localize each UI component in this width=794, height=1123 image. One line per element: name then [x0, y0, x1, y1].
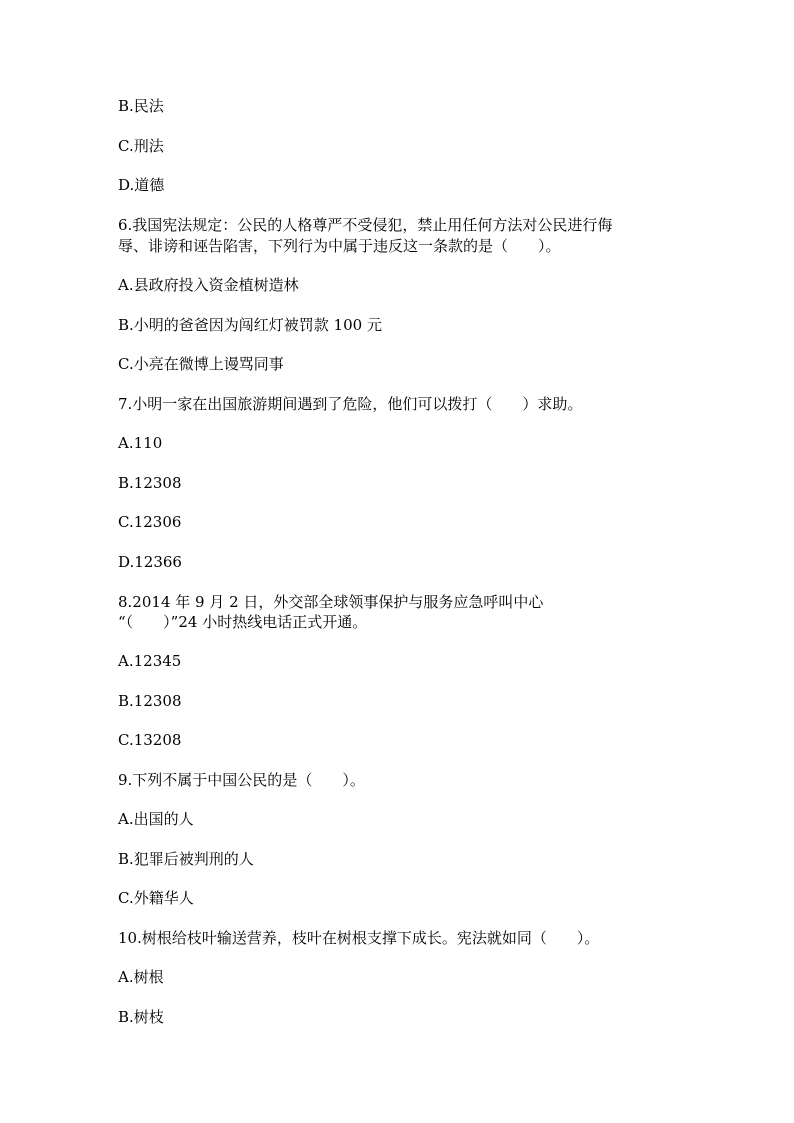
- question-10-option-a: A.树根: [118, 968, 164, 986]
- question-7-option-c: C.12306: [118, 513, 182, 531]
- question-7-option-d: D.12366: [118, 553, 182, 571]
- question-8-line-2: “（ ）”24 小时热线电话正式开通。: [118, 613, 368, 631]
- question-8-option-b: B.12308: [118, 692, 182, 710]
- question-10: 10.树根给枝叶输送营养，枝叶在树根支撑下成长。宪法就如同（ ）。: [118, 929, 600, 947]
- question-6-option-a: A.县政府投入资金植树造林: [118, 276, 299, 294]
- question-9: 9.下列不属于中国公民的是（ ）。: [118, 771, 365, 789]
- question-6-option-c: C.小亮在微博上谩骂同事: [118, 355, 284, 373]
- question-10-option-b: B.树枝: [118, 1008, 164, 1026]
- question-8-option-c: C.13208: [118, 731, 182, 749]
- question-7: 7.小明一家在出国旅游期间遇到了危险，他们可以拨打（ ）求助。: [118, 395, 583, 413]
- option-b-line: B.民法: [118, 97, 164, 115]
- question-8-option-a: A.12345: [118, 652, 182, 670]
- option-c-line: C.刑法: [118, 137, 164, 155]
- option-d-line: D.道德: [118, 176, 165, 194]
- question-6-line-1: 6.我国宪法规定：公民的人格尊严不受侵犯，禁止用任何方法对公民进行侮: [118, 216, 613, 234]
- question-9-option-c: C.外籍华人: [118, 889, 194, 907]
- question-6-option-b: B.小明的爸爸因为闯红灯被罚款 100 元: [118, 316, 382, 334]
- question-9-option-a: A.出国的人: [118, 810, 194, 828]
- question-6-line-2: 辱、诽谤和诬告陷害，下列行为中属于违反这一条款的是（ ）。: [118, 237, 561, 255]
- question-9-option-b: B.犯罪后被判刑的人: [118, 850, 254, 868]
- question-7-option-a: A.110: [118, 434, 163, 452]
- question-7-option-b: B.12308: [118, 474, 182, 492]
- question-8-line-1: 8.2014 年 9 月 2 日，外交部全球领事保护与服务应急呼叫中心: [118, 593, 544, 611]
